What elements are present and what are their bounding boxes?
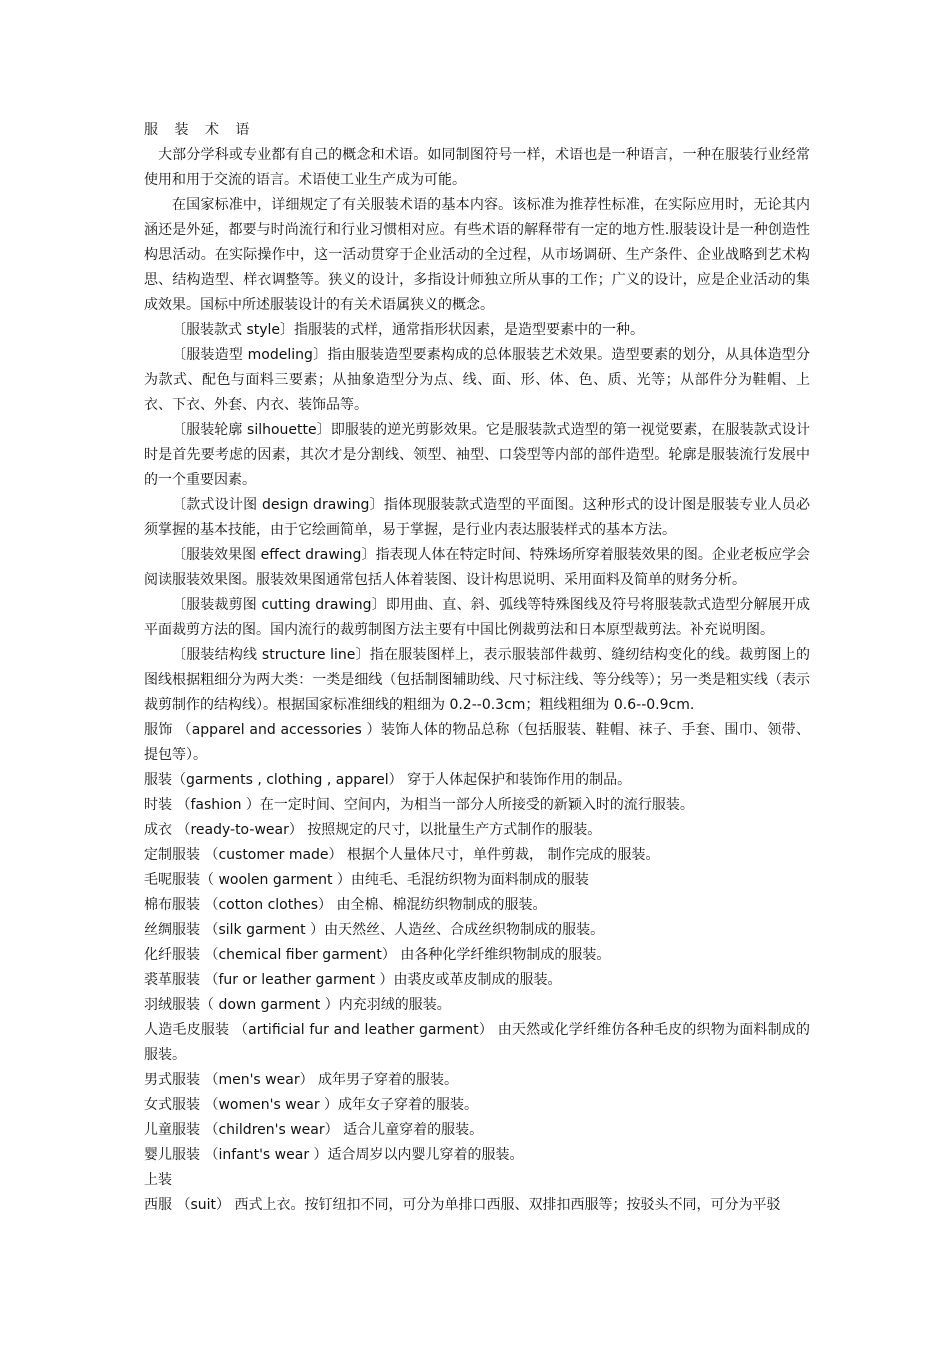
definition-style: 〔服装款式 style〕指服装的式样，通常指形状因素，是造型要素中的一种。 (172, 322, 645, 338)
term-woolen-garment: 毛呢服装（ woolen garment ）由纯毛、毛混纺织物为面料制成的服装 (144, 872, 589, 888)
term-fashion: 时装 （fashion ）在一定时间、空间内，为相当一部分人所接受的新颖入时的流行服装。 (144, 797, 694, 813)
definition-structure-line: 〔服装结构线 structure line〕指在服装图样上，表示服装部件裁剪、缝纫结构变化的线。裁剪图上的图线根据粗细分为两大类：一类是细线（包括制图辅助线、尺寸标注线、等分线等）；另一类是粗实线（表示裁剪制作的结构线）。根据国家标准细线的粗细为 0.2--0.3cm；粗线粗细为 0.6--0.9cm. (144, 647, 811, 713)
term-mens-wear: 男式服装 （men's wear） 成年男子穿着的服装。 (144, 1072, 459, 1088)
section-heading: 上装 (144, 1172, 172, 1188)
definition-modeling: 〔服装造型 modeling〕指由服装造型要素构成的总体服装艺术效果。造型要素的划分，从具体造型分为款式、配色与面料三要素；从抽象造型分为点、线、面、形、体、色、质、光等；从部件分为鞋帽、上衣、下衣、外套、内衣、装饰品等。 (144, 347, 811, 413)
term-ready-to-wear: 成衣 （ready-to-wear） 按照规定的尺寸，以批量生产方式制作的服装。 (144, 822, 602, 838)
term-customer-made: 定制服装 （customer made） 根据个人量体尺寸，单件剪裁， 制作完成的服装。 (144, 847, 660, 863)
definition-silhouette: 〔服装轮廓 silhouette〕即服装的逆光剪影效果。它是服装款式造型的第一视觉要素，在服装款式设计时是首先要考虑的因素，其次才是分割线、领型、袖型、口袋型等内部的部件造型。轮廓是服装流行发展中的一个重要因素。 (144, 422, 810, 488)
term-childrens-wear: 儿童服装 （children's wear） 适合儿童穿着的服装。 (144, 1122, 484, 1138)
term-chemical-fiber: 化纤服装 （chemical fiber garment） 由各种化学纤维织物制成的服装。 (144, 947, 611, 963)
document-body (144, 118, 810, 1218)
term-infants-wear: 婴儿服装 （infant's wear ）适合周岁以内婴儿穿着的服装。 (144, 1147, 524, 1163)
term-apparel-accessories: 服饰 （apparel and accessories ）装饰人体的物品总称（包括服装、鞋帽、袜子、手套、围巾、领带、提包等）。 (144, 722, 810, 763)
definition-effect-drawing: 〔服装效果图 effect drawing〕指表现人体在特定时间、特殊场所穿着服装效果的图。企业老板应学会阅读服装效果图。服装效果图通常包括人体着装图、设计构思说明、采用面料及简单的财务分析。 (144, 547, 810, 588)
term-fur-leather: 裘革服装 （fur or leather garment ）由裘皮或革皮制成的服装。 (144, 972, 562, 988)
term-artificial-fur: 人造毛皮服装 （artificial fur and leather garment） 由天然或化学纤维仿各种毛皮的织物为面料制成的服装。 (144, 1022, 811, 1063)
term-womens-wear: 女式服装 （women's wear ）成年女子穿着的服装。 (144, 1097, 479, 1113)
term-garments: 服装（garments , clothing , apparel） 穿于人体起保护和装饰作用的制品。 (144, 772, 632, 788)
term-down-garment: 羽绒服装（ down garment ）内充羽绒的服装。 (144, 997, 451, 1013)
intro-paragraph: 在国家标准中，详细规定了有关服装术语的基本内容。该标准为推荐性标准，在实际应用时，无论其内涵还是外延，都要与时尚流行和行业习惯相对应。有些术语的解释带有一定的地方性.服装设计是一种创造性构思活动。在实际操作中，这一活动贯穿于企业活动的全过程，从市场调研、生产条件、企业战略到艺术构思、结构造型、样衣调整等。狭义的设计，多指设计师独立所从事的工作；广义的设计，应是企业活动的集成效果。国标中所述服装设计的有关术语属狭义的概念。 (144, 197, 810, 313)
definition-design-drawing: 〔款式设计图 design drawing〕指体现服装款式造型的平面图。这种形式的设计图是服装专业人员必须掌握的基本技能，由于它绘画简单，易于掌握，是行业内表达服装样式的基本方法。 (144, 497, 811, 538)
term-cotton-clothes: 棉布服装 （cotton clothes） 由全棉、棉混纺织物制成的服装。 (144, 897, 547, 913)
term-suit: 西服 （suit） 西式上衣。按钉纽扣不同，可分为单排口西服、双排扣西服等；按驳头不同，可分为平驳 (144, 1197, 781, 1213)
term-silk-garment: 丝绸服装 （silk garment ）由天然丝、人造丝、合成丝织物制成的服装。 (144, 922, 605, 938)
definition-cutting-drawing: 〔服装裁剪图 cutting drawing〕即用曲、直、斜、弧线等特殊图线及符号将服装款式造型分解展开成平面裁剪方法的图。国内流行的裁剪制图方法主要有中国比例裁剪法和日本原型裁剪法。补充说明图。 (144, 597, 810, 638)
intro-paragraph: 大部分学科或专业都有自己的概念和术语。如同制图符号一样，术语也是一种语言，一种在服装行业经常使用和用于交流的语言。术语使工业生产成为可能。 (144, 147, 810, 188)
document-title: 服 装 术 语 (144, 122, 256, 138)
